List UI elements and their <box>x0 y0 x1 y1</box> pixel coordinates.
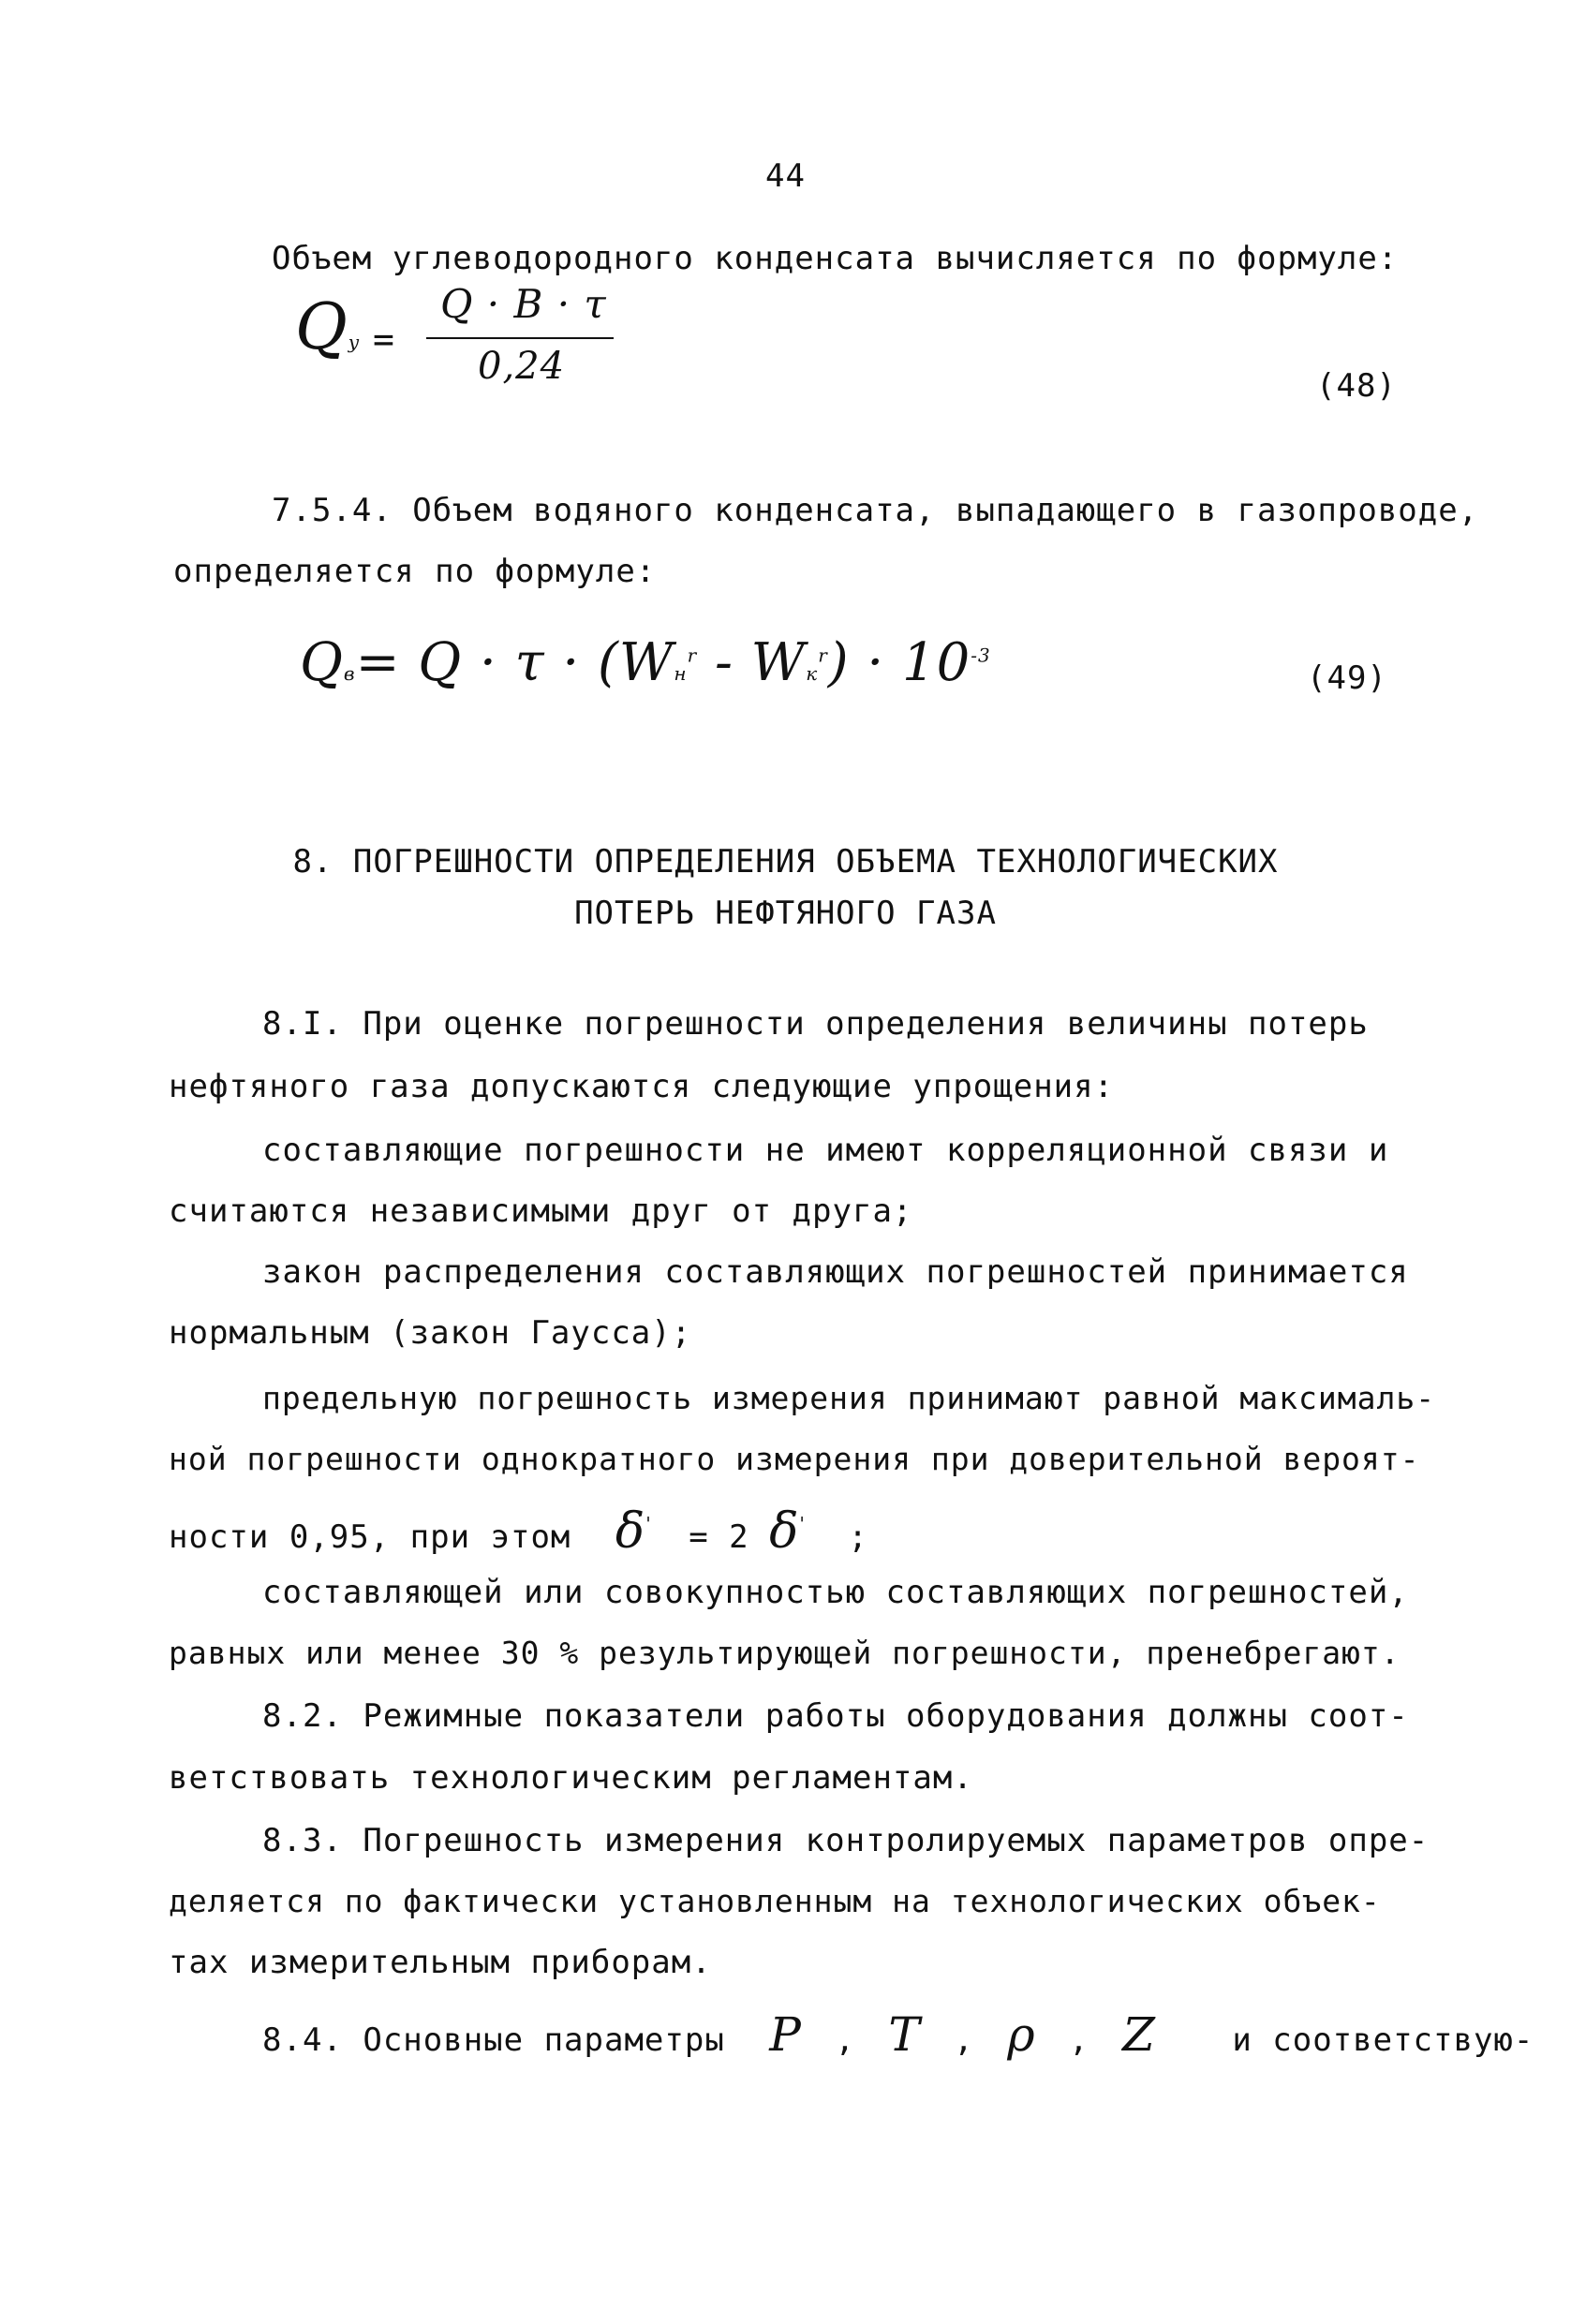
para-8-2-b: ветствовать технологическим регламентам. <box>169 1759 973 1797</box>
formula-48-denominator: 0,24 <box>478 345 566 388</box>
line-7-5-4: 7.5.4. Объем водяного конденсата, выпадающего в газопроводе, <box>272 492 1479 529</box>
formula-48-eq: = <box>373 318 395 360</box>
param-p: P <box>769 2007 802 2062</box>
para-item-1-b: считаются независимыми друг от друга; <box>169 1192 913 1230</box>
para-item-3-c: ности 0,95, при этом δ' = 2 δ' ; <box>169 1503 868 1560</box>
fraction-bar <box>426 337 614 339</box>
formula-48-lhs: Qy <box>295 290 361 364</box>
para-8-2-a: 8.2. Режимные показатели работы оборудования должны соот- <box>262 1697 1409 1735</box>
section-heading-line-1: 8. ПОГРЕШНОСТИ ОПРЕДЕЛЕНИЯ ОБЪЕМА ТЕХНОЛОГИЧЕСКИХ <box>292 843 1279 881</box>
line-7-5-4-cont: определяется по формуле: <box>173 553 657 590</box>
para-8-3-a: 8.3. Погрешность измерения контролируемых параметров опре- <box>262 1822 1430 1859</box>
delta-symbol-1: δ' <box>615 1503 652 1560</box>
param-rho: ρ <box>1007 2007 1036 2062</box>
section-heading-line-2: ПОТЕРЬ НЕФТЯНОГО ГАЗА <box>574 895 997 932</box>
formula-48-numerator: Q · B · τ <box>440 281 607 327</box>
page-number: 44 <box>765 157 806 195</box>
para-item-2-a: закон распределения составляющих погрешностей принимается <box>262 1253 1409 1291</box>
para-item-1-a: составляющие погрешности не имеют корреляционной связи и <box>262 1132 1389 1169</box>
para-8-1-a: 8.I. При оценке погрешности определения величины потерь <box>262 1005 1369 1043</box>
para-item-4-a: составляющей или совокупностью составляющих погрешностей, <box>262 1574 1409 1611</box>
delta-symbol-2: δ' <box>769 1503 806 1560</box>
para-8-4: 8.4. Основные параметры P , T , ρ , Z и соответствую- <box>262 2007 1534 2062</box>
para-8-3-b: деляется по фактически установленным на технологических объек- <box>169 1883 1381 1919</box>
para-item-3-b: ной погрешности однократного измерения при доверительной вероят- <box>169 1441 1420 1477</box>
para-8-3-c: тах измерительным приборам. <box>169 1944 712 1981</box>
para-item-3-a: предельную погрешность измерения принимают равной максималь- <box>262 1380 1436 1416</box>
formula-48-number: (48) <box>1316 367 1397 405</box>
formula-49-number: (49) <box>1307 659 1387 697</box>
para-8-1-b: нефтяного газа допускаются следующие упрощения: <box>169 1068 1115 1105</box>
formula-49: $Qв= Q \cdot \tau \cdot (Wн^r - Wк^r) \cdot 10^{-3}$ <box>300 632 991 693</box>
param-t: T <box>888 2007 921 2062</box>
para-item-2-b: нормальным (закон Гаусса); <box>169 1314 692 1352</box>
para-item-4-b: равных или менее 30 % результирующей погрешности, пренебрегают. <box>169 1635 1401 1671</box>
param-z: Z <box>1122 2007 1156 2062</box>
line-intro-48: Объем углеводородного конденсата вычисляется по формуле: <box>272 240 1399 277</box>
